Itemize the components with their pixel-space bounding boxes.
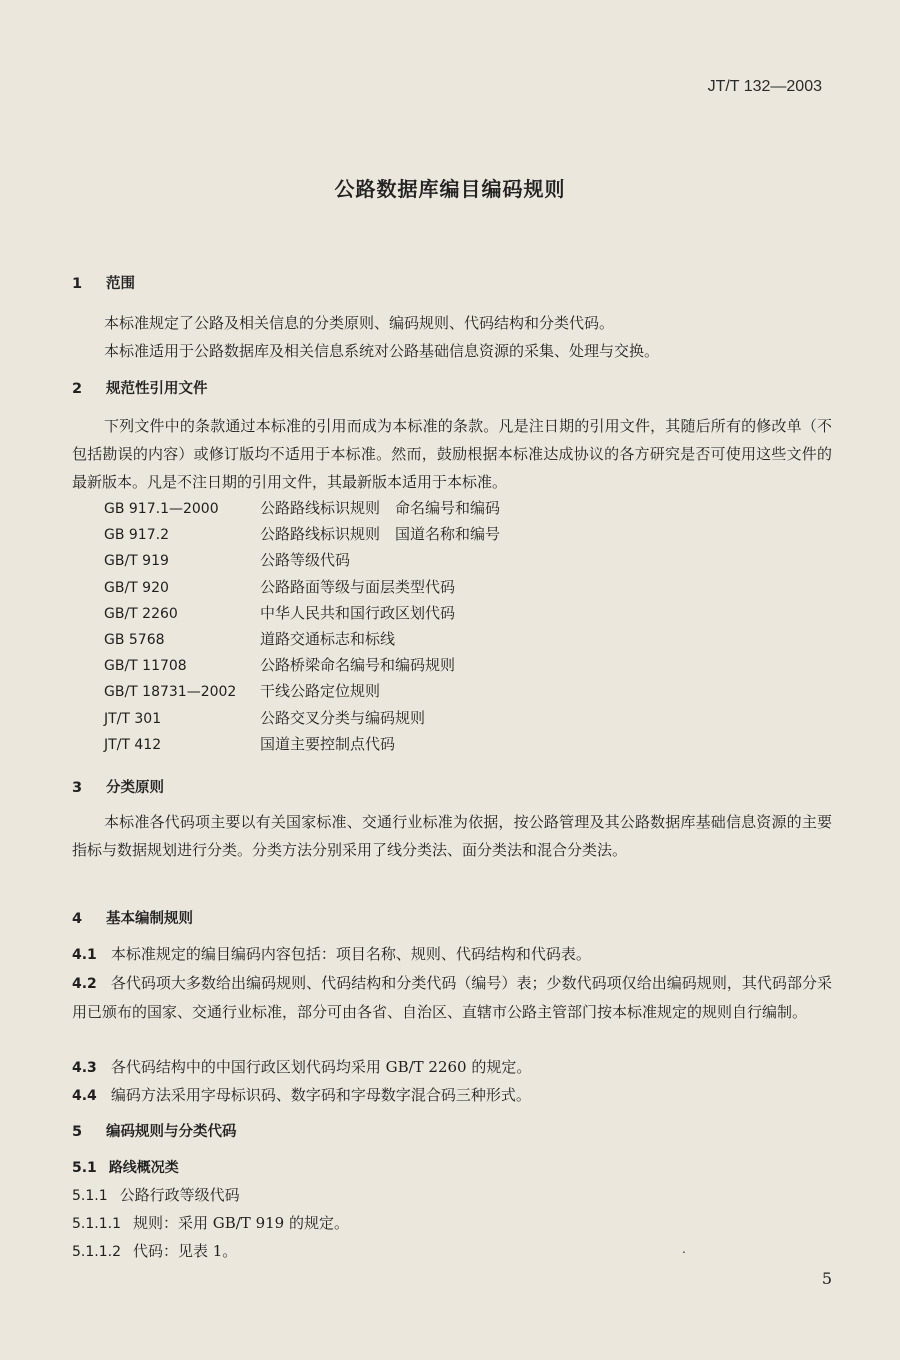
clause-number: 5.1.1	[72, 1188, 108, 1204]
reference-title: 公路等级代码	[260, 551, 351, 570]
clause-4-3	[72, 1053, 832, 1082]
reference-item	[104, 495, 500, 521]
section-5-heading	[72, 1120, 237, 1141]
section-title: 范围	[106, 276, 135, 292]
section-1-paragraph-1: 本标准规定了公路及相关信息的分类原则、编码规则、代码结构和分类代码。	[104, 314, 615, 332]
clause-number: 4.2	[72, 976, 97, 992]
clause-4-2	[72, 969, 832, 1026]
clause-text: 编码方法采用字母标识码、数字码和字母数字混合码三种形式。	[110, 1086, 531, 1104]
reference-code: GB/T 2260	[104, 605, 178, 622]
section-1-heading	[72, 272, 135, 293]
section-number: 3	[72, 780, 83, 796]
section-2-paragraph: 下列文件中的条款通过本标准的引用而成为本标准的条款。凡是注日期的引用文件，其随后所有的修改单（不包括勘误的内容）或修订版均不适用于本标准。然而，鼓励根据本标准达成协议的各方研究是否可使用这些文件的最新版本。凡是不注日期的引用文件，其最新版本适用于本标准。	[72, 417, 832, 491]
reference-code: JT/T 301	[104, 710, 162, 727]
clause-4-4	[72, 1081, 832, 1110]
reference-item	[104, 626, 500, 652]
reference-title: 道路交通标志和标线	[260, 629, 396, 648]
reference-item	[104, 705, 500, 731]
section-2-heading	[72, 377, 208, 398]
document-title: 公路数据库编目编码规则	[334, 177, 566, 201]
reference-title: 公路交叉分类与编码规则	[260, 708, 426, 727]
section-number: 1	[72, 276, 83, 292]
reference-title: 中华人民共和国行政区划代码	[260, 603, 456, 622]
clause-text: 各代码项大多数给出编码规则、代码结构和分类代码（编号）表；少数代码项仅给出编码规则，其代码部分采用已颁布的国家、交通行业标准，部分可由各省、自治区、直辖市公路主管部门按本标准规定的规则自行编制。	[72, 974, 832, 1021]
reference-code: GB 917.1—2000	[104, 501, 219, 517]
section-number: 5	[72, 1124, 83, 1140]
standard-code: JT/T 132—2003	[707, 78, 822, 95]
reference-code: GB/T 11708	[104, 658, 187, 675]
page-number: 5	[821, 1269, 832, 1288]
clause-5-1-1	[72, 1181, 240, 1210]
reference-code: GB/T 919	[104, 553, 169, 570]
clause-number: 4.1	[72, 947, 97, 963]
reference-title: 公路路面等级与面层类型代码	[260, 577, 456, 596]
reference-title: 干线公路定位规则	[260, 682, 381, 701]
reference-title: 公路桥梁命名编号和编码规则	[260, 656, 456, 675]
clause-text: 路线概况类	[108, 1160, 179, 1176]
clause-4-1	[72, 940, 832, 969]
section-3-paragraph: 本标准各代码项主要以有关国家标准、交通行业标准为依据，按公路管理及其公路数据库基础信息资源的主要指标与数据规划进行分类。分类方法分别采用了线分类法、面分类法和混合分类法。	[72, 813, 832, 859]
section-4-heading	[72, 907, 193, 928]
clause-5-1-1-2	[72, 1237, 237, 1266]
section-title: 分类原则	[106, 780, 164, 796]
reference-code: JT/T 412	[104, 736, 162, 753]
clause-number: 4.4	[72, 1088, 97, 1104]
normative-reference-list	[104, 495, 500, 757]
reference-item	[104, 652, 500, 678]
reference-code: GB 5768	[104, 631, 165, 648]
section-3-heading	[72, 776, 164, 797]
section-number: 4	[72, 911, 83, 927]
reference-code: GB 917.2	[104, 527, 169, 544]
clause-text: 本标准规定的编目编码内容包括：项目名称、规则、代码结构和代码表。	[110, 945, 591, 963]
reference-item	[104, 547, 500, 573]
reference-code: GB/T 18731—2002	[104, 684, 237, 701]
section-title: 规范性引用文件	[106, 381, 208, 397]
clause-text: 公路行政等级代码	[119, 1186, 240, 1204]
section-title: 编码规则与分类代码	[106, 1124, 237, 1140]
clause-5-1-1-1	[72, 1209, 349, 1238]
clause-text: 规则：采用 GB/T 919 的规定。	[132, 1214, 349, 1232]
reference-code: GB/T 920	[104, 579, 169, 596]
clause-number: 5.1.1.1	[72, 1216, 121, 1232]
clause-number: 5.1	[72, 1160, 97, 1176]
clause-text: 代码：见表 1。	[132, 1242, 238, 1260]
reference-item	[104, 521, 500, 547]
reference-title: 公路路线标识规则 命名编号和编码	[260, 499, 501, 517]
clause-text: 各代码结构中的中国行政区划代码均采用 GB/T 2260 的规定。	[110, 1058, 532, 1076]
section-title: 基本编制规则	[106, 911, 193, 927]
section-number: 2	[72, 381, 83, 397]
reference-title: 公路路线标识规则 国道名称和编号	[260, 525, 501, 544]
reference-title: 国道主要控制点代码	[260, 734, 396, 753]
stray-mark: .	[682, 1242, 686, 1256]
section-1-paragraph-2: 本标准适用于公路数据库及相关信息系统对公路基础信息资源的采集、处理与交换。	[104, 342, 660, 360]
clause-number: 4.3	[72, 1060, 97, 1076]
clause-5-1	[72, 1153, 179, 1182]
reference-item	[104, 731, 500, 757]
clause-number: 5.1.1.2	[72, 1244, 121, 1260]
reference-item	[104, 574, 500, 600]
reference-item	[104, 678, 500, 704]
reference-item	[104, 600, 500, 626]
